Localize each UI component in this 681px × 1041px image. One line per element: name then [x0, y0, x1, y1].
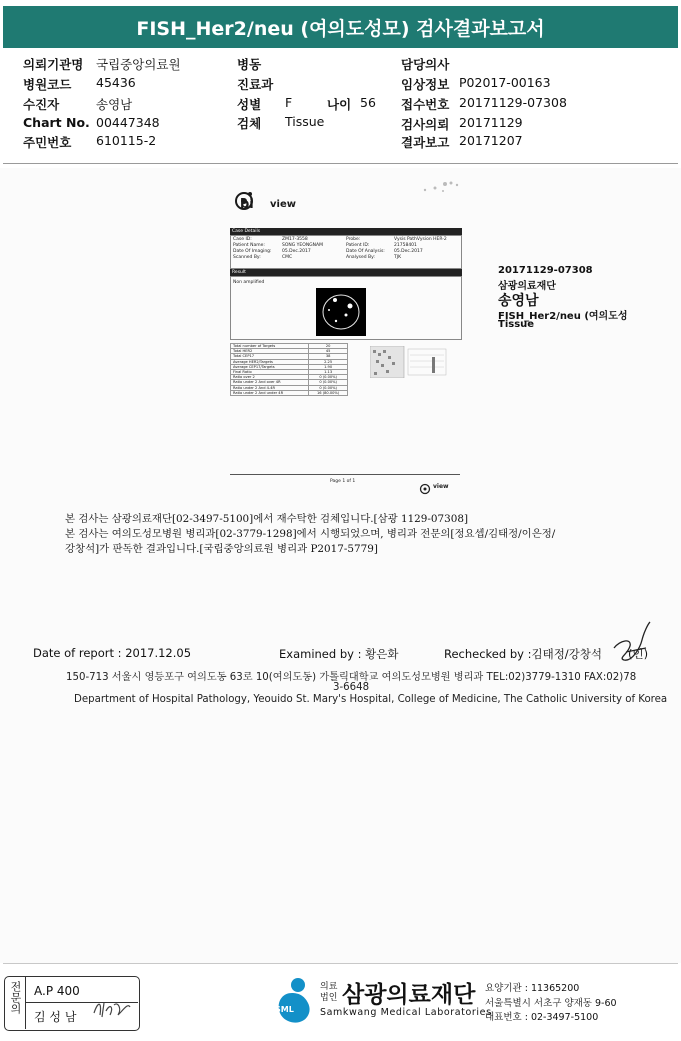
ratio-plot-thumbnail	[370, 346, 450, 378]
result-text: Non amplified	[233, 280, 265, 285]
case-value: 05.Dec.2017	[282, 249, 311, 254]
case-label: Case ID:	[233, 237, 252, 242]
field-value: P02017-00163	[459, 75, 551, 90]
table-cell: 45	[309, 349, 348, 354]
field-value: 45436	[96, 75, 136, 90]
fish-cell-image	[316, 288, 366, 336]
table-row	[231, 390, 348, 395]
field-label: 담당의사	[401, 57, 450, 72]
table-cell: Total number of Targets	[231, 344, 309, 349]
seal-mark: (인)	[628, 647, 649, 661]
table-cell: 1.90	[309, 364, 348, 369]
case-value: ZM17-3558	[282, 237, 308, 242]
field-label: Chart No.	[23, 115, 90, 130]
field-label: 병원코드	[23, 77, 72, 92]
case-value: SONG YEONGNAM	[282, 243, 323, 248]
date-of-report: Date of report : 2017.12.05	[33, 646, 192, 660]
case-value: TJK	[394, 255, 402, 260]
case-label: Probe:	[346, 237, 361, 242]
address-line: 150-713 서울시 영등포구 여의도동 63로 10(여의도동) 가톨릭대학교 여의도성모병원 병리과 TEL:02)3779-1310 FAX:02)78	[66, 672, 637, 683]
table-cell: Ratio under 2 And 4-4R	[231, 385, 309, 390]
mini-logo-text: view	[433, 483, 449, 490]
examined-by: Examined by : 황은화	[279, 647, 399, 661]
page-label: Page 1 of 1	[330, 479, 356, 484]
case-label: Date Of Imaging:	[233, 249, 272, 254]
contact-line: 요양기관 : 11365200	[485, 983, 580, 994]
field-label: 검사의뢰	[401, 117, 450, 132]
stamp-side-text: 전문의	[9, 981, 22, 1014]
table-cell: 1.13	[309, 370, 348, 375]
field-value: 56	[360, 95, 376, 110]
report-bottom-rule	[230, 474, 460, 475]
result-header: Result	[230, 269, 462, 276]
table-cell: 0 (0.00%)	[309, 385, 348, 390]
address-line: 3-6648	[333, 682, 370, 693]
stamp-signature-icon	[90, 993, 134, 1023]
sml-logo-icon	[268, 975, 320, 1027]
field-value: 00447348	[96, 115, 160, 130]
field-value: 국립중앙의료원	[96, 57, 181, 72]
table-cell: 0 (0.00%)	[309, 380, 348, 385]
address-english: Department of Hospital Pathology, Yeouido St. Mary's Hospital, College of Medicine, The Catholic University of Korea	[74, 694, 668, 705]
test-name: FISH_Her2/neu (여의도성	[498, 311, 628, 322]
table-cell: 2.25	[309, 359, 348, 364]
specimen-type: Tissue	[498, 319, 535, 330]
logo-prefix: bi	[240, 197, 254, 212]
case-label: Patient Name:	[233, 243, 265, 248]
body-line: 본 검사는 삼광의료재단[02-3497-5100]에서 재수탁한 검체입니다.[삼광 1129-07308]	[65, 513, 469, 525]
field-value: 610115-2	[96, 133, 157, 148]
org-name: 삼광의료재단	[342, 982, 476, 1008]
table-cell: Total CEP17	[231, 354, 309, 359]
table-cell: Ratio over 2	[231, 375, 309, 380]
org-prefix: 의료	[320, 982, 338, 992]
patient-name: 송영남	[498, 293, 539, 309]
body-line: 강창석]가 판독한 결과입니다.[국립중앙의료원 병리과 P2017-5779]	[65, 543, 378, 555]
table-cell: Average HER2/Targets	[231, 359, 309, 364]
table-cell: 0 (0.00%)	[309, 375, 348, 380]
table-cell: 16 (80.00%)	[309, 390, 348, 395]
logo-suffix: view	[270, 199, 296, 210]
rechecked-by: Rechecked by :김태정/강창석	[444, 647, 603, 661]
contact-line: 서울특별시 서초구 양재동 9-60	[485, 998, 617, 1009]
body-line: 본 검사는 여의도성모병원 병리과[02-3779-1298]에서 시행되었으며, 병리과 전문의[정요셉/김태정/이은정/	[65, 528, 556, 540]
case-value: Vysis PathVysion HER-2	[394, 237, 447, 242]
bioview-mini-logo-icon	[419, 480, 431, 492]
org-english: Samkwang Medical Laboratories	[320, 1007, 492, 1018]
metrics-table	[230, 343, 348, 396]
contact-line: 대표번호 : 02-3497-5100	[485, 1012, 599, 1023]
table-cell: Ratio under 2 And over 4R	[231, 380, 309, 385]
table-cell: Total HER2	[231, 349, 309, 354]
lab-name: 삼광의료재단	[498, 281, 556, 292]
table-cell: 38	[309, 354, 348, 359]
field-label: 검체	[237, 116, 262, 131]
field-label: 접수번호	[401, 97, 450, 112]
case-label: Analysed By:	[346, 255, 375, 260]
stamp-name: 김 성 남	[34, 1010, 77, 1024]
field-value: 20171129-07308	[459, 95, 567, 110]
accession-number: 20171129-07308	[498, 265, 593, 276]
field-value: F	[285, 95, 293, 110]
field-value: 20171207	[459, 133, 523, 148]
stamp-code: A.P 400	[34, 984, 80, 998]
table-cell: Average CEP17/Targets	[231, 364, 309, 369]
field-label: 수진자	[23, 97, 60, 112]
field-value: 20171129	[459, 115, 523, 130]
field-label: 진료과	[237, 77, 274, 92]
field-value: 송영남	[96, 97, 133, 112]
field-label: 의뢰기관명	[23, 57, 84, 72]
field-label: 나이	[327, 97, 352, 112]
case-value: 21758401	[394, 243, 417, 248]
table-cell: 20	[309, 344, 348, 349]
case-label: Scanned By:	[233, 255, 261, 260]
org-prefix: 법인	[320, 993, 338, 1003]
decorative-dots-icon	[385, 180, 465, 202]
sml-logo-badge: SML	[275, 1005, 294, 1014]
field-value: Tissue	[285, 114, 325, 129]
case-label: Date Of Analysis:	[346, 249, 385, 254]
table-cell: Ratio under 2 And under 4R	[231, 390, 309, 395]
table-cell: Final Ratio	[231, 370, 309, 375]
case-value: CMC	[282, 255, 293, 260]
case-value: 05.Dec.2017	[394, 249, 423, 254]
bottom-divider	[3, 963, 678, 964]
case-label: Patient ID:	[346, 243, 370, 248]
field-label: 성별	[237, 97, 262, 112]
field-label: 주민번호	[23, 135, 72, 150]
report-title: FISH_Her2/neu (여의도성모) 검사결과보고서	[3, 6, 678, 48]
case-details-header: Case Details	[230, 228, 462, 235]
field-label: 병동	[237, 57, 262, 72]
field-label: 결과보고	[401, 135, 450, 150]
header-divider	[3, 163, 678, 164]
signature-icon	[606, 618, 656, 668]
field-label: 임상정보	[401, 77, 450, 92]
